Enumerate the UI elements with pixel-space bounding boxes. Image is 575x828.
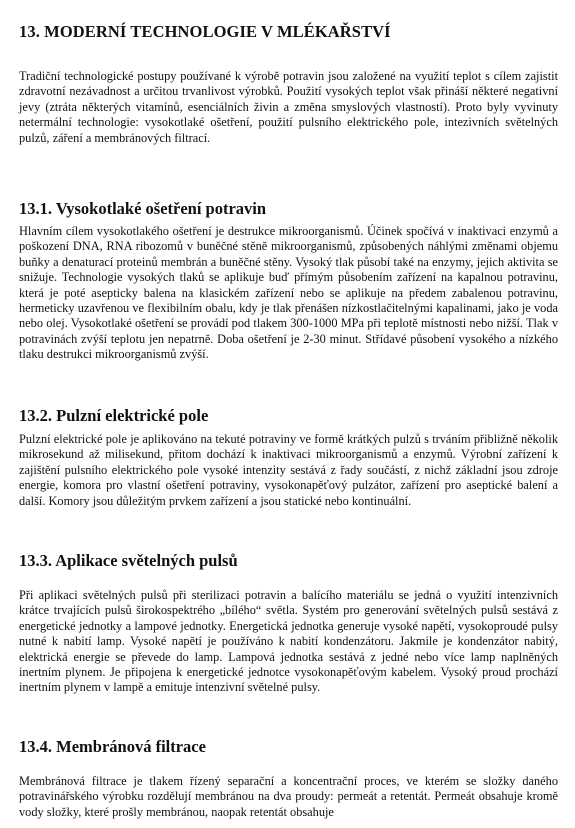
section-title-13-4: 13.4. Membránová filtrace bbox=[19, 737, 206, 756]
intro-paragraph: Tradiční technologické postupy používané k výrobě potravin jsou založené na využití teplot s cílem zajistit zdravotní nezávadnost a určitou trvanlivost výrobků. Použití vysokých teplot však přináší některé negativní jevy (ztráta některých vitamínů, esenciálních živin a změna smyslových vlastností). Proto byly vyvinuty netermální technologie: vysokotlaké ošetření, použití pulsního elektrického pole, intezivních světelných pulzů, záření a membránových filtrací. bbox=[19, 69, 558, 145]
section-title-13-3: 13.3. Aplikace světelných pulsů bbox=[19, 551, 238, 570]
chapter-title: 13. MODERNÍ TECHNOLOGIE V MLÉKAŘSTVÍ bbox=[19, 22, 391, 41]
section-title-13-2: 13.2. Pulzní elektrické pole bbox=[19, 406, 209, 425]
section-text-13-2: Pulzní elektrické pole je aplikováno na tekuté potraviny ve formě krátkých pulzů s trváním přibližně několik mikrosekund až milisekund, přitom dochází k inaktivaci mikroorganismů a enzymů. Výrobní zařízení k zajištění pulsního elektrického pole vysoké intenzity sestává z řady součástí, z nichž základní jsou zdroje energie, komora pro vlastní ošetření potraviny, vysokonapěťový pulzátor, zařízení pro aseptické balení a další. Komory jsou důležitým prvkem zařízení a jsou statické nebo kontinuální. bbox=[19, 432, 558, 508]
section-text-13-4: Membránová filtrace je tlakem řízený separační a koncentrační proces, ve kterém se složky daného potravinářského výrobku rozdělují membránou na dva proudy: permeát a retentát. Permeát obsahuje kromě vody složky, které prošly membránou, naopak retentát obsahuje bbox=[19, 774, 558, 819]
section-text-13-1: Hlavním cílem vysokotlakého ošetření je destrukce mikroorganismů. Účinek spočívá v inaktivaci enzymů a poškození DNA, RNA ribozomů v buněčné stěně mikroorganismů, způsobených náhlými změnami objemu buňky a denaturací proteinů membrán a buněčné stěny. Vysoký tlak působí také na enzymy, jejich aktivita se snižuje. Technologie vysokých tlaků se aplikuje buď přímým působením zařízení na kapalnou potravinu, která je poté asepticky balena na klasickém zařízení nebo se aplikuje na předem zabalenou potravinu, hermeticky uzavřenou ve flexibilním obalu, kdy je tlak přenášen nízkostlačitelnými kapalinami, jako je voda nebo olej. Vysokotlaké ošetření se provádí pod tlakem 300-1000 MPa při teplotě místnosti nebo nižší. Tlak v potravinách zvýší teplotu jen nepatrně. Doba ošetření je 2-30 minut. Střídavé působení vysokého a nízkého tlaku destrukci mikroorganismů zvýší. bbox=[19, 224, 558, 362]
section-title-13-1: 13.1. Vysokotlaké ošetření potravin bbox=[19, 199, 267, 218]
section-text-13-3: Při aplikaci světelných pulsů při sterilizaci potravin a balícího materiálu se jedná o využití intenzivních krátce trvajících pulsů širokospektrého „bílého“ světla. Systém pro generování světelných pulsů sestává z energetické jednotky a lampové jednotky. Energetická jednotka generuje vysoké napětí, vysokoproudé pulsy nutné k nabití lamp. Vysoké napětí je používáno k nabití kondenzátoru. Jakmile je kondenzátor nabitý, elektrická energie se převede do lamp. Lampová jednotka sestává z jedné nebo více lamp naplněných inertním plynem. Je připojena k energetické jednotce vysokonapěťovým kabelem. Vysoký proud prochází inertním plynem v lampě a emituje intenzivní světelné pulsy. bbox=[19, 588, 558, 695]
